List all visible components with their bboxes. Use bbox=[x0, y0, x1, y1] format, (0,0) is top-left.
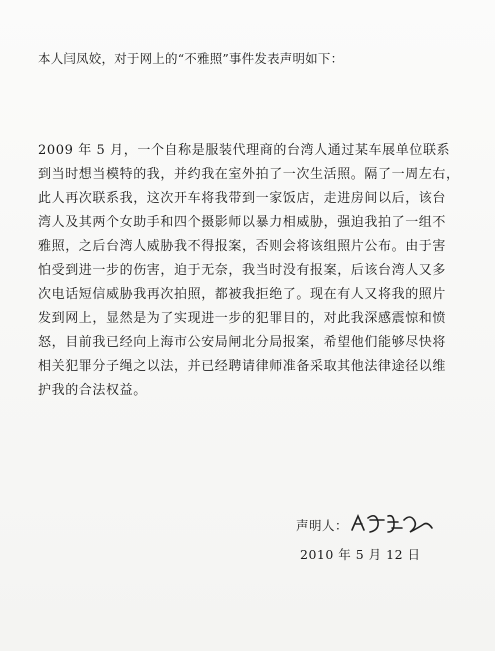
body-line: 次电话短信威胁我再次拍照，都被我拒绝了。现在有人又将我的照片 bbox=[38, 287, 447, 302]
body-line: 湾人及其两个女助手和四个摄影师以暴力相威胁，强迫我拍了一组不 bbox=[38, 215, 447, 230]
statement-date: 2010 年 5 月 12 日 bbox=[300, 547, 421, 562]
statement-intro: 本人闫凤姣，对于网上的“不雅照”事件发表声明如下： bbox=[38, 51, 344, 66]
body-line: 此人再次联系我，这次开车将我带到一家饭店，走进房间以后，该台 bbox=[38, 191, 447, 206]
statement-body bbox=[38, 139, 468, 403]
body-line: 怕受到进一步的伤害，迫于无奈，我当时没有报案，后该台湾人又多 bbox=[38, 263, 447, 278]
body-line: 怒，目前我已经向上海市公安局闸北分局报案，希望他们能够尽快将 bbox=[38, 335, 447, 350]
body-line: 护我的合法权益。 bbox=[38, 383, 147, 398]
body-line: 到当时想当模特的我，并约我在室外拍了一次生活照。隔了一周左右， bbox=[38, 167, 460, 182]
signature-row bbox=[296, 508, 486, 540]
signature-label: 声明人： bbox=[296, 518, 349, 533]
body-line: 发到网上，显然是为了实现进一步的犯罪目的，对此我深感震惊和愤 bbox=[38, 311, 447, 326]
handwritten-signature bbox=[348, 508, 438, 538]
body-line: 雅照，之后台湾人威胁我不得报案，否则会将该组照片公布。由于害 bbox=[38, 239, 447, 254]
body-line: 2009 年 5 月，一个自称是服装代理商的台湾人通过某车展单位联系 bbox=[38, 143, 451, 158]
body-line: 相关犯罪分子绳之以法，并已经聘请律师准备采取其他法律途径以维 bbox=[38, 359, 447, 374]
